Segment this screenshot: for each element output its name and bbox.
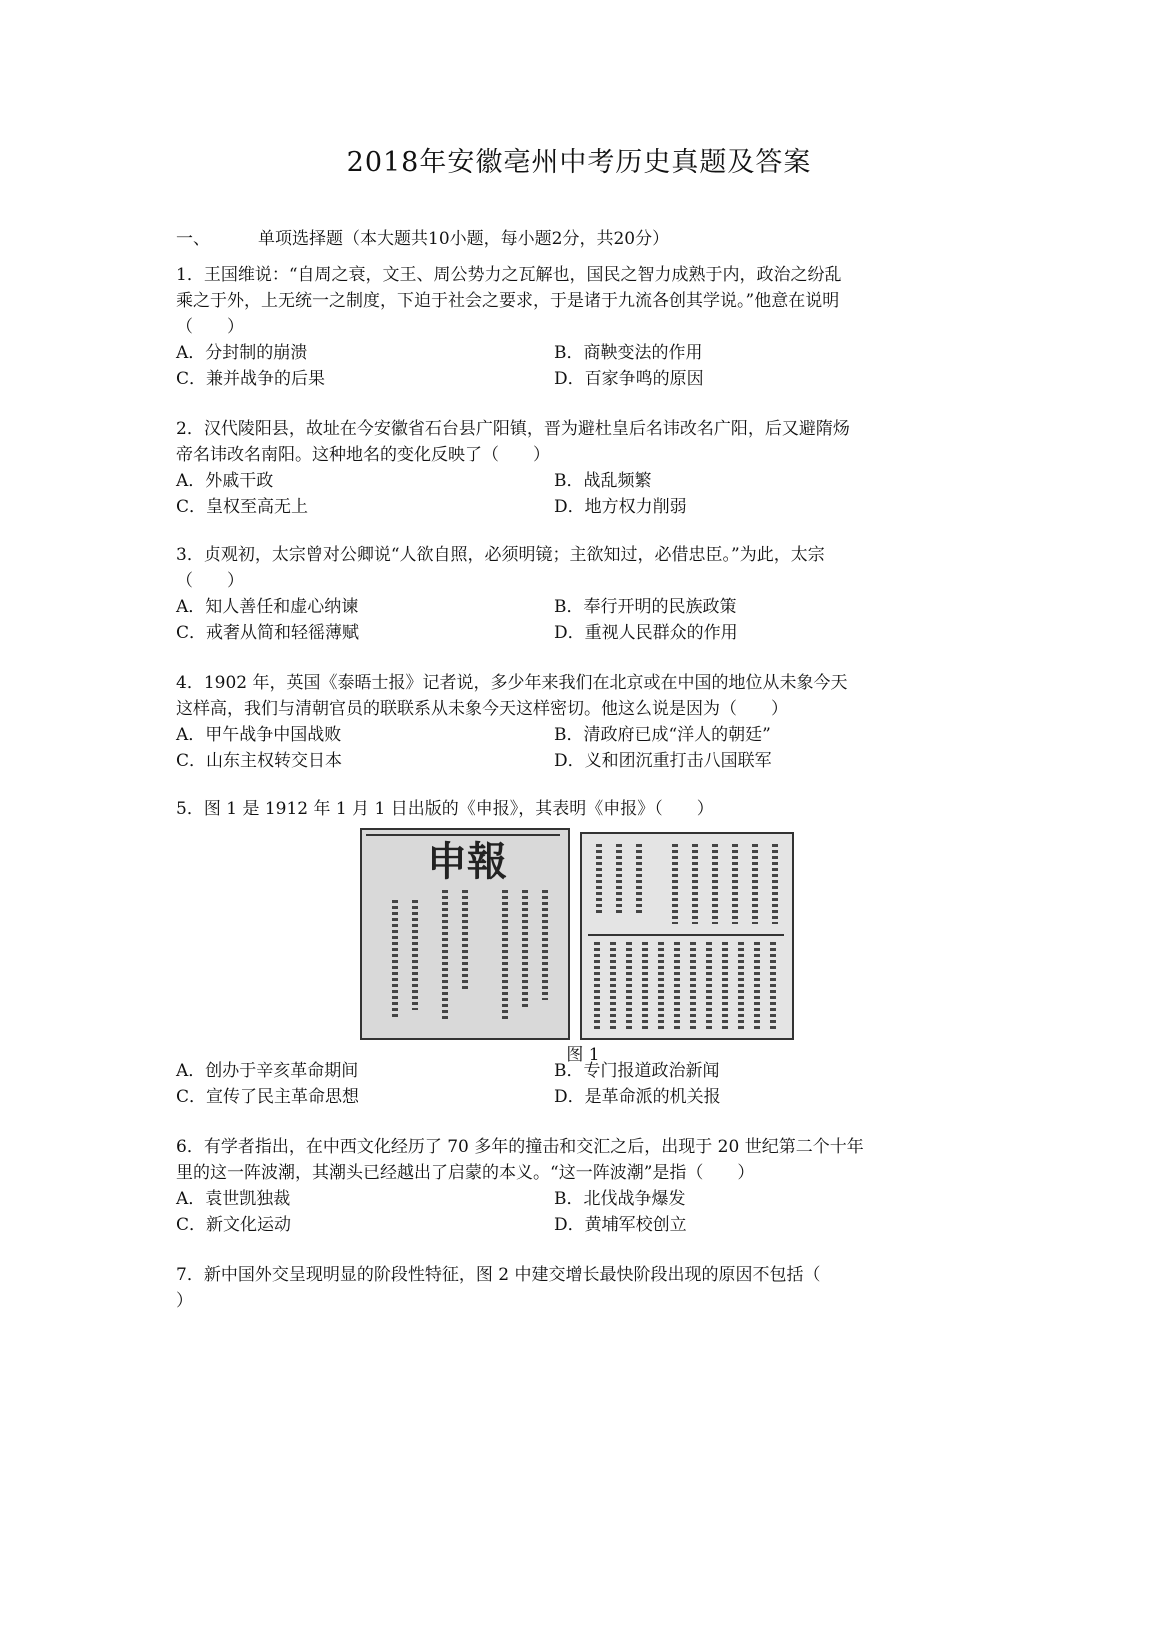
option-a: A．袁世凯独裁 [176,1189,291,1209]
option-a: A．外戚干政 [176,471,274,491]
text-column [594,942,600,1030]
text-column [770,942,776,1030]
option-c: C．新文化运动 [176,1215,292,1235]
option-b: B．专门报道政治新闻 [554,1061,720,1081]
question-5-options [176,1058,996,1110]
text-column [616,844,622,914]
option-d: D．义和团沉重打击八国联军 [554,751,772,771]
options-row [176,722,996,748]
options-row [176,1058,996,1084]
options-row [176,366,996,392]
question-text: （ ） [176,317,244,337]
text-column [658,942,664,1030]
question-text: 7．新中国外交呈现明显的阶段性特征，图 2 中建交增长最快阶段出现的原因不包括（ [176,1265,821,1285]
question-text: 帝名讳改名南阳。这种地名的变化反映了（ ） [176,445,550,465]
option-b: B．北伐战争爆发 [554,1189,686,1209]
options-row [176,1212,996,1238]
text-column [442,890,448,1020]
text-column [772,844,778,924]
question-1 [176,262,996,392]
text-column [690,942,696,1030]
question-text: 1．王国维说：“自周之衰，文王、周公势力之瓦解也，国民之智力成熟于内，政治之纷乱 [176,265,842,285]
option-c: C．皇权至高无上 [176,497,309,517]
section-number: 一、 [176,229,210,249]
option-c: C．兼并战争的后果 [176,369,326,389]
section-heading [176,224,669,249]
options-row [176,1084,996,1110]
option-a: A．创办于辛亥革命期间 [176,1061,359,1081]
options-row [176,1186,996,1212]
option-c: C．戒奢从简和轻徭薄赋 [176,623,360,643]
text-column [522,890,528,1010]
text-column [722,942,728,1030]
question-text: 这样高，我们与清朝官员的联联系从未象今天这样密切。他这么说是因为（ ） [176,699,788,719]
border-line [366,834,560,836]
question-text: 5．图 1 是 1912 年 1 月 1 日出版的《申报》，其表明《申报》（ ） [176,799,714,819]
question-6 [176,1134,996,1238]
question-7 [176,1262,996,1314]
figure-caption: 图 1 [566,1045,600,1065]
option-c: C．宣传了民主革命思想 [176,1087,360,1107]
option-b: B．清政府已成“洋人的朝廷” [554,725,771,745]
figure-1 [360,828,806,1080]
text-column [412,900,418,1010]
options-row [176,594,996,620]
question-text: 2．汉代陵阳县，故址在今安徽省石台县广阳镇，晋为避杜皇后名讳改名广阳，后又避隋炀 [176,419,850,439]
text-column [712,844,718,924]
question-3 [176,542,996,646]
text-column [706,942,712,1030]
option-b: B．战乱频繁 [554,471,652,491]
text-column [626,942,632,1030]
newspaper-front-page-image [360,828,570,1040]
question-4 [176,670,996,774]
text-column [738,942,744,1030]
text-column [462,890,468,990]
text-column [732,844,738,924]
page-title: 2018年安徽亳州中考历史真题及答案 [346,147,812,178]
option-c: C．山东主权转交日本 [176,751,343,771]
options-row [176,494,996,520]
text-column [596,844,602,914]
question-text: 6．有学者指出，在中西文化经历了 70 多年的撞击和交汇之后，出现于 20 世纪第二个十年 [176,1137,864,1157]
text-column [392,900,398,1020]
text-column [692,844,698,924]
text-column [752,844,758,924]
question-text: （ ） [176,571,244,591]
option-a: A．分封制的崩溃 [176,343,308,363]
option-d: D．黄埔军校创立 [554,1215,687,1235]
question-text: 3．贞观初，太宗曾对公卿说“人欲自照，必须明镜；主欲知过，必借忠臣。”为此，太宗 [176,545,825,565]
option-b: B．商鞅变法的作用 [554,343,703,363]
question-text: 里的这一阵波潮，其潮头已经越出了启蒙的本义。“这一阵波潮”是指（ ） [176,1163,755,1183]
question-text: ） [176,1291,193,1311]
text-column [674,942,680,1030]
newspaper-inner-page-image [580,832,794,1040]
option-b: B．奉行开明的民族政策 [554,597,737,617]
option-d: D．重视人民群众的作用 [554,623,738,643]
question-5 [176,796,996,822]
section-text: 单项选择题（本大题共10小题，每小题2分，共20分） [258,229,670,249]
text-column [636,844,642,914]
option-d: D．地方权力削弱 [554,497,687,517]
option-a: A．甲午战争中国战败 [176,725,342,745]
text-column [542,890,548,1000]
text-column [754,942,760,1030]
question-text: 4．1902 年，英国《泰晤士报》记者说，多少年来我们在北京或在中国的地位从未象今天 [176,673,848,693]
options-row [176,748,996,774]
question-2 [176,416,996,520]
option-d: D．是革命派的机关报 [554,1087,721,1107]
option-d: D．百家争鸣的原因 [554,369,704,389]
option-a: A．知人善任和虚心纳谏 [176,597,359,617]
newspaper-masthead: 申報 [427,838,507,885]
border-line [588,934,784,936]
text-column [502,890,508,1020]
options-row [176,340,996,366]
text-column [642,942,648,1030]
text-column [610,942,616,1030]
text-column [672,844,678,924]
question-text: 乘之于外，上无统一之制度，下迫于社会之要求，于是诸于九流各创其学说。”他意在说明 [176,291,840,311]
options-row [176,620,996,646]
options-row [176,468,996,494]
